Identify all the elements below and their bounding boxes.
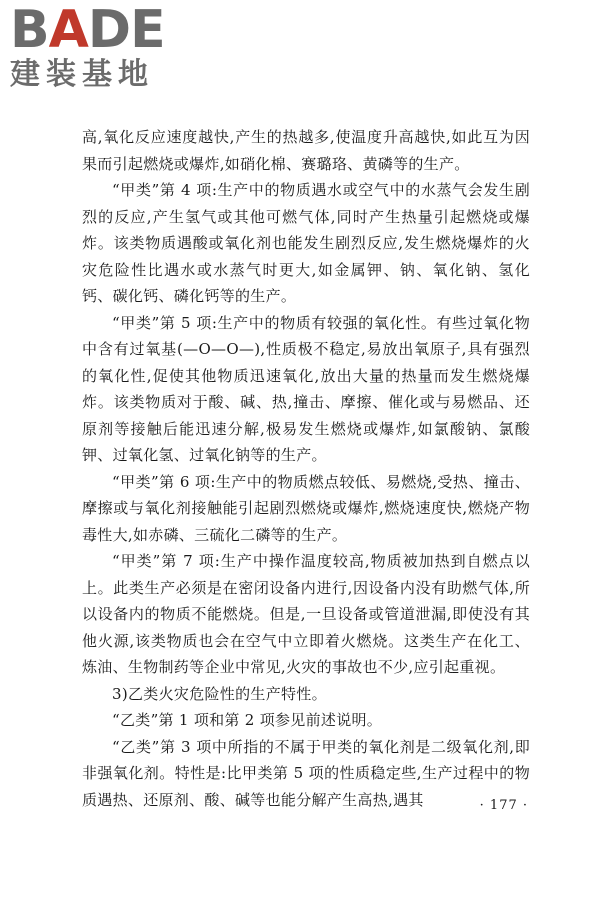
- document-body: [82, 124, 530, 813]
- logo-letter: B: [10, 0, 49, 60]
- logo-wordmark: [10, 0, 180, 60]
- logo-letter: E: [130, 0, 165, 60]
- paragraph-jia-4: “甲类”第 4 项:生产中的物质遇水或空气中的水蒸气会发生剧烈的反应,产生氢气或其他可燃气体,同时产生热量引起燃烧或爆炸。该类物质遇酸或氧化剂也能发生剧烈反应,发生燃烧爆炸的火灾危险性比遇水或水蒸气时更大,如金属钾、钠、氧化钠、氢化钙、碳化钙、磷化钙等的生产。: [82, 181, 530, 305]
- paragraph-yi-3: “乙类”第 3 项中所指的不属于甲类的氧化剂是二级氧化剂,即非强氧化剂。特性是:比甲类第 5 项的性质稳定些,生产过程中的物质遇热、还原剂、酸、碱等也能分解产生高热,遇其: [82, 737, 530, 809]
- paragraph-continuation: 高,氧化反应速度越快,产生的热越多,使温度升高越快,如此互为因果而引起燃烧或爆炸,如硝化棉、赛璐珞、黄磷等的生产。: [82, 128, 530, 173]
- paragraph-jia-5: “甲类”第 5 项:生产中的物质有较强的氧化性。有些过氧化物中含有过氧基(—O—O—),性质极不稳定,易放出氧原子,具有强烈的氧化性,促使其他物质迅速氧化,放出大量的热量而发生燃烧爆炸。该类物质对于酸、碱、热,撞击、摩擦、催化或与易燃品、还原剂等接触后能迅速分解,极易发生燃烧或爆炸,如氯酸钠、氯酸钾、过氧化氢、过氧化钠等的生产。: [82, 313, 530, 464]
- logo-letter: A: [48, 0, 88, 60]
- brand-logo: [10, 0, 180, 92]
- logo-text-bade: [10, 0, 165, 60]
- section-heading-yi: 3)乙类火灾危险性的生产特性。: [112, 684, 327, 703]
- logo-subtitle: 建装基地: [10, 57, 154, 92]
- paragraph-jia-7: “甲类”第 7 项:生产中操作温度较高,物质被加热到自燃点以上。此类生产必须是在密闭设备内进行,因设备内没有助燃气体,所以设备内的物质不能燃烧。但是,一旦设备或管道泄漏,即使没有其他火源,该类物质也会在空气中立即着火燃烧。这类生产在化工、炼油、生物制药等企业中常见,火灾的事故也不少,应引起重视。: [82, 552, 530, 676]
- logo-letter: D: [87, 0, 131, 60]
- paragraph-jia-6: “甲类”第 6 项:生产中的物质燃点较低、易燃烧,受热、撞击、摩擦或与氧化剂接触能引起剧烈燃烧或爆炸,燃烧速度快,燃烧产物毒性大,如赤磷、三硫化二磷等的生产。: [82, 472, 530, 544]
- paragraph-yi-1-2: “乙类”第 1 项和第 2 项参见前述说明。: [112, 711, 383, 729]
- page-number: · 177 ·: [479, 798, 528, 813]
